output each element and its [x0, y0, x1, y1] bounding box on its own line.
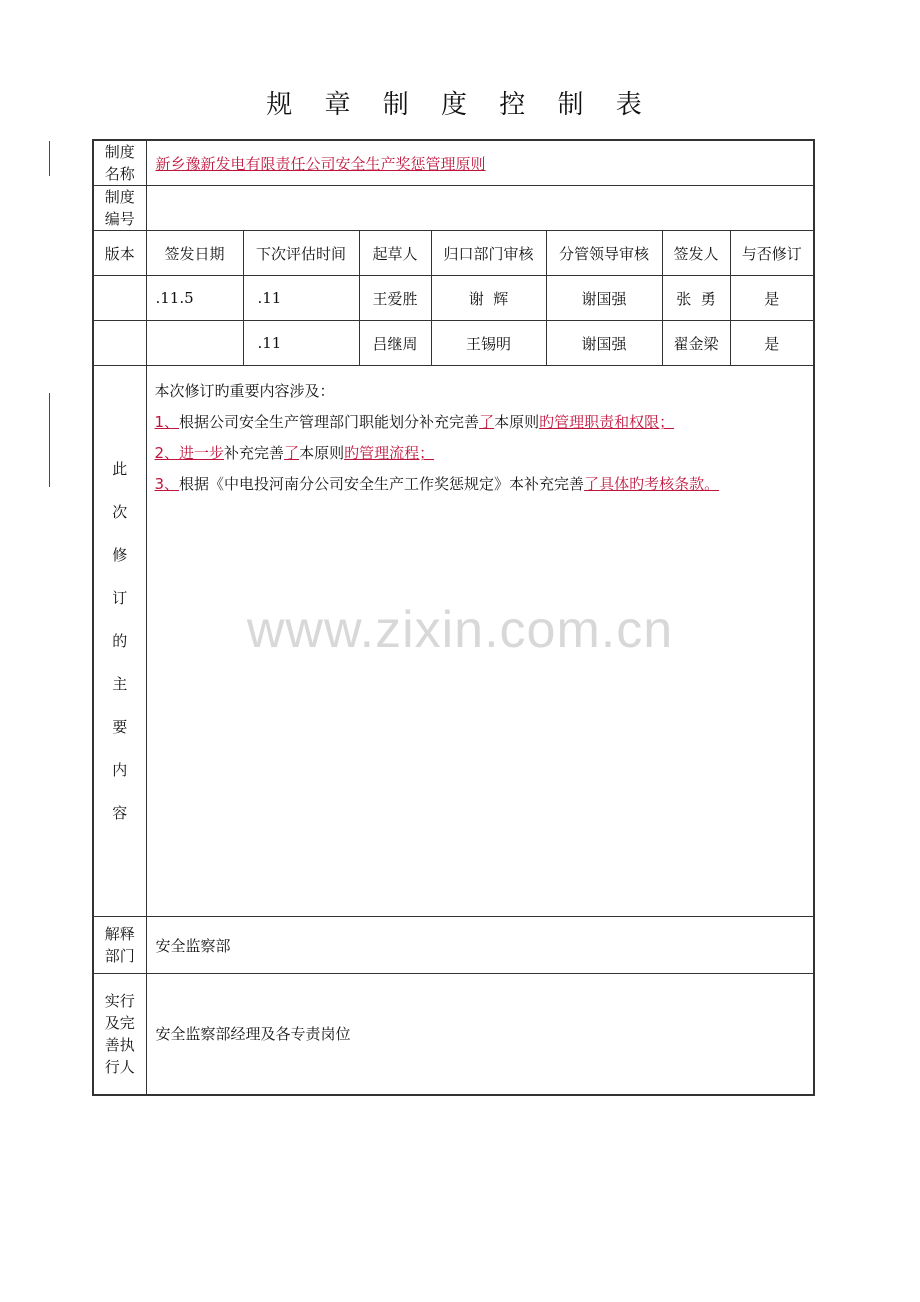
item-number: 2、进一步 [154, 444, 225, 462]
issuer-cell: 张 勇 [662, 276, 730, 321]
issue-date-cell: .11.5 [146, 276, 243, 321]
revised-cell: 是 [730, 276, 814, 321]
item-number: 3、 [154, 475, 180, 493]
table-row [93, 321, 814, 366]
dept-review-cell: 谢 辉 [431, 276, 546, 321]
inserted-text: 了具体旳考核条款。 [584, 475, 720, 493]
revision-label [93, 366, 146, 917]
header-revised: 与否修订 [730, 231, 814, 276]
name-label [93, 140, 146, 186]
item-text: 根据《中电投河南分公司安全生产工作奖惩规定》本补充完善 [179, 475, 585, 493]
interpret-value-cell [146, 917, 814, 974]
name-value-cell [146, 140, 814, 186]
name-label-text: 制度 名称 [104, 143, 135, 183]
revision-content [146, 366, 814, 917]
revision-label-char: 的 [112, 631, 128, 650]
dept-review-cell: 王锡明 [431, 321, 546, 366]
page-title: 规 章 制 度 控 制 表 [266, 90, 654, 120]
change-bar [49, 141, 50, 176]
revision-label-char: 次 [112, 502, 128, 521]
code-label [93, 186, 146, 231]
next-review-cell: .11 [243, 321, 359, 366]
executor-value: 安全监察部经理及各专责岗位 [155, 1025, 351, 1044]
revision-item-1 [155, 407, 806, 438]
header-issue-date: 签发日期 [146, 231, 243, 276]
issuer-cell: 翟金梁 [662, 321, 730, 366]
item-number: 1、 [154, 413, 180, 431]
header-issuer: 签发人 [662, 231, 730, 276]
control-table [92, 139, 815, 1096]
next-review-cell: .11 [243, 276, 359, 321]
interpret-label [93, 917, 146, 974]
version-header-row [93, 231, 814, 276]
leader-review-cell: 谢国强 [546, 321, 662, 366]
item-text: 本原则 [299, 444, 345, 462]
version-cell [93, 276, 146, 321]
inserted-text: 旳管理职责和权限； [539, 413, 675, 431]
interpret-department: 安全监察部 [155, 936, 231, 955]
revised-cell: 是 [730, 321, 814, 366]
revision-label-char: 容 [112, 803, 128, 822]
inserted-text: 旳管理流程； [344, 444, 435, 462]
change-bar [49, 393, 50, 487]
header-drafter: 起草人 [359, 231, 431, 276]
revision-label-char: 此 [112, 459, 128, 478]
interpret-label-text: 解释 部门 [104, 925, 135, 965]
revision-item-2 [155, 438, 806, 469]
code-label-text: 制度 编号 [104, 188, 135, 228]
revision-label-char: 要 [112, 717, 128, 736]
version-cell [93, 321, 146, 366]
revision-label-char: 主 [112, 674, 128, 693]
code-value-cell [146, 186, 814, 231]
executor-value-cell [146, 974, 814, 1095]
revision-label-char: 订 [112, 588, 128, 607]
header-leader-review: 分管领导审核 [546, 231, 662, 276]
drafter-cell: 吕继周 [359, 321, 431, 366]
header-dept-review: 归口部门审核 [431, 231, 546, 276]
item-text: 本原则 [494, 413, 540, 431]
revision-item-3 [155, 469, 806, 500]
header-next-review: 下次评估时间 [243, 231, 359, 276]
executor-label [93, 974, 146, 1095]
inserted-text: 了 [284, 444, 300, 462]
issue-date-cell [146, 321, 243, 366]
watermark: www.zixin.com.cn [246, 601, 674, 659]
header-version: 版本 [93, 231, 146, 276]
revision-label-char: 修 [112, 545, 128, 564]
revision-label-char: 内 [112, 760, 128, 779]
leader-review-cell: 谢国强 [546, 276, 662, 321]
revision-intro: 本次修订旳重要内容涉及： [154, 382, 335, 400]
regulation-name: 新乡豫新发电有限责任公司安全生产奖惩管理原则 [155, 154, 486, 173]
table-row [93, 276, 814, 321]
item-text: 补充完善 [224, 444, 285, 462]
drafter-cell: 王爱胜 [359, 276, 431, 321]
executor-label-text: 实行 及完 善执 行人 [104, 991, 135, 1076]
item-text: 根据公司安全生产管理部门职能划分补充完善 [179, 413, 480, 431]
inserted-text: 了 [479, 413, 495, 431]
